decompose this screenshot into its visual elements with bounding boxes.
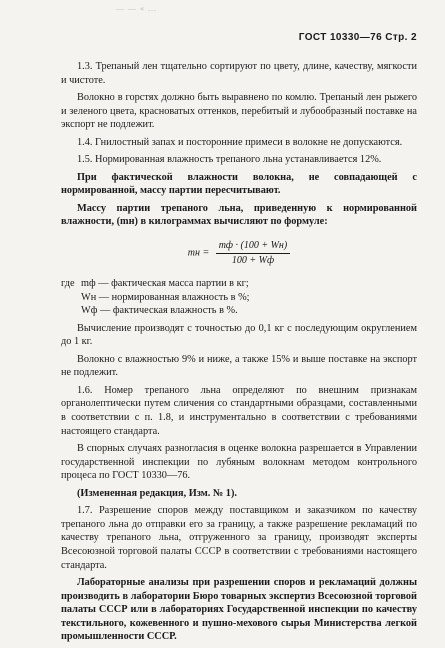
paragraph-disputes: В спорных случаях разногласия в оценке волокна разрешается в Управлении государственной инспекции по лубяным волокнам методом контрольного процеса по ГОСТ 10330—76.: [61, 443, 417, 482]
legend-item: Wф — фактическая влажность в %.: [81, 305, 238, 317]
formula-numerator: mф · (100 + Wн): [216, 239, 291, 254]
legend-row: [61, 304, 417, 318]
document-body: [61, 60, 417, 648]
legend-item: Wн — нормированная влажность в %;: [81, 291, 250, 303]
paragraph-fiber: Волокно в горстях должно быть выравнено по комлю. Трепаный лен рыжего и зеленого цвета, красноватых оттенков, перебитый и лубообразный поставке на экспорт не подлежит.: [61, 92, 417, 131]
formula-denominator: 100 + Wф: [231, 254, 275, 266]
paragraph-1-6: 1.6. Номер трепаного льна определяют по внешним признакам органолептически путем сличения со стандартными образцами, составленными в соответствии с п. 1.8, и инструментально в соответствии с требованиями настоящего стандарта.: [61, 384, 417, 437]
paragraph-1-7: 1.7. Разрешение споров между поставщиком и заказчиком по качеству трепаного льна до отправки его за границу, а также разрешение рекламаций по качеству трепаного льна, отгруженного за границу, производят эксперты Всесоюзной торговой палаты СССР в соответствии с требованиями настоящего стандарта.: [61, 505, 417, 571]
paragraph-1-5: 1.5. Нормированная влажность трепаного льна устанавливается 12%.: [77, 154, 382, 166]
paragraph-calculation: Вычисление производят с точностью до 0,1 кг с последующим округлением до 1 кг.: [61, 322, 417, 348]
formula-fraction: [216, 239, 291, 267]
legend-item: mф — фактическая масса партии в кг;: [81, 278, 249, 290]
mass-formula: [61, 239, 417, 267]
paragraph-actual-moisture: При фактической влажности волокна, не совпадающей с нормированной, массу партии пересчитывают.: [61, 171, 417, 197]
paragraph-mass-formula-intro: Массу партии трепаного льна, приведенную к нормированной влажности, (mн) в килограммах вычисляют по формуле:: [61, 202, 417, 228]
page-header: ГОСТ 10330—76 Стр. 2: [298, 32, 417, 43]
paragraph-moisture-limits: Волокно с влажностью 9% и ниже, а также 15% и выше поставке на экспорт не подлежит.: [61, 353, 417, 379]
paragraph-1-3: 1.3. Трепаный лен тщательно сортируют по цвету, длине, качеству, мягкости и чистоте.: [61, 61, 417, 86]
formula-lhs: mн =: [187, 247, 210, 259]
paragraph-laboratory: Лабораторные анализы при разрешении споров и рекламаций должны производить в лаборатории Бюро товарных экспертиз Всесоюзной торговой палаты СССР или в лабораториях Государственной инспекции по качеству текстильного, кожевенного и пушно-мехового сырья Министерства легкой промышленности СССР.: [61, 577, 417, 643]
formula-legend: [61, 277, 417, 318]
legend-row: [61, 277, 417, 291]
top-margin-mark: — — « ...: [116, 4, 157, 13]
paragraph-1-4: 1.4. Гнилостный запах и посторонние примеси в волокне не допускаются.: [77, 136, 403, 148]
legend-row: [61, 291, 417, 305]
legend-where: где: [61, 278, 75, 290]
amendment-note: (Измененная редакция, Изм. № 1).: [77, 487, 237, 499]
